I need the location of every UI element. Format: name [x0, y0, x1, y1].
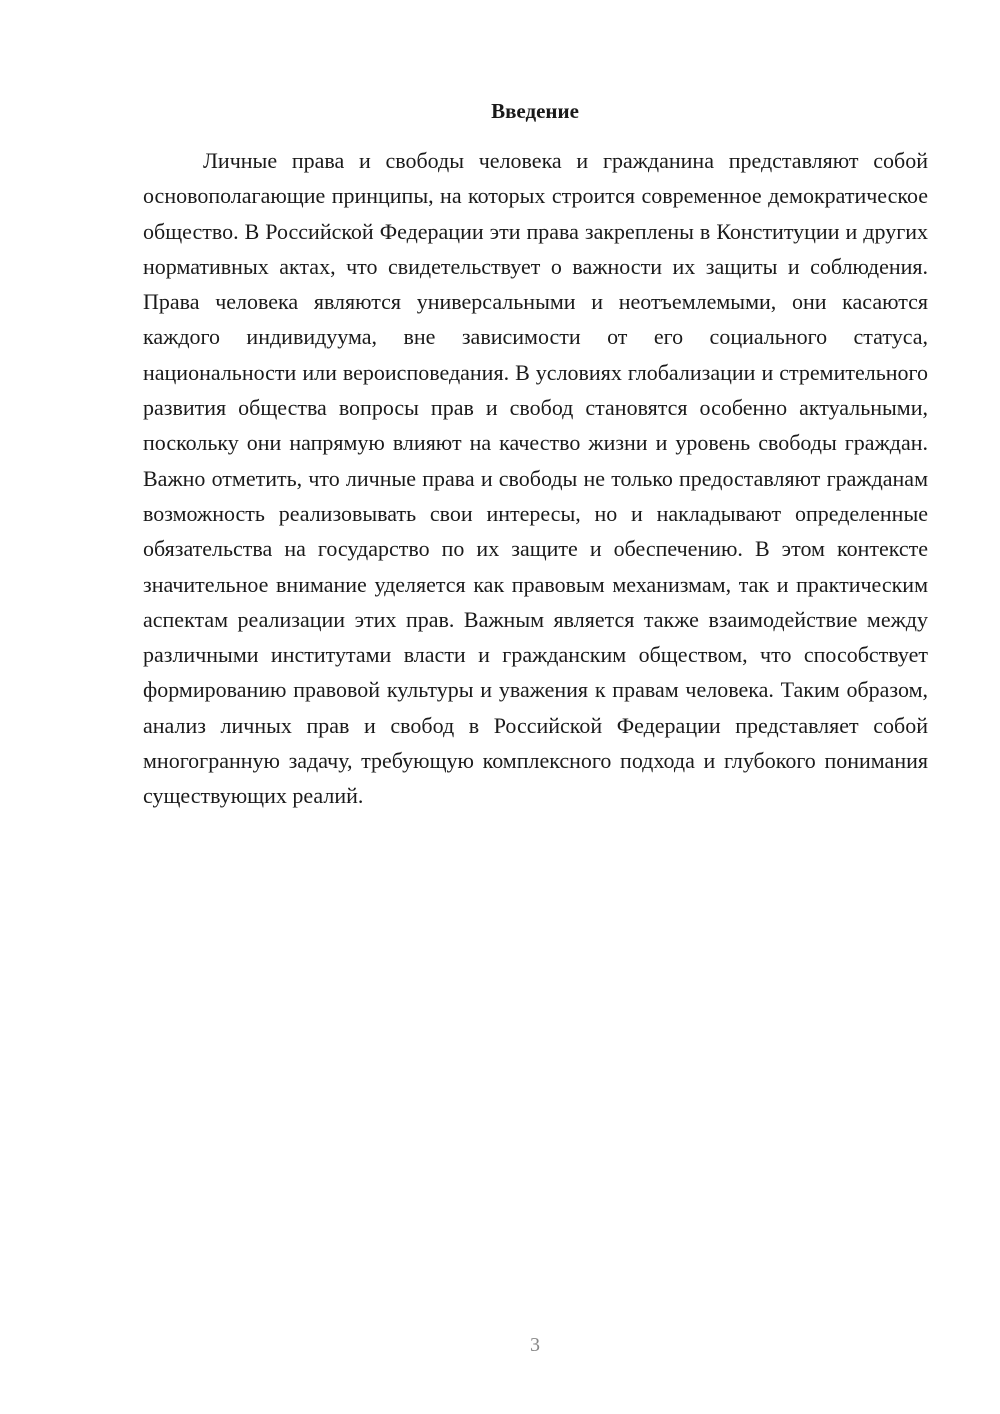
body-paragraph: Личные права и свободы человека и гражданина представляют собой основополагающие принципы, на которых строится современное демократическое общество. В Российской Федерации эти права закреплены в Конституции и других нормативных актах, что свидетельствует о важности их защиты и соблюдения. Права человека являются универсальными и неотъемлемыми, они касаются каждого индивидуума, вне зависимости от его социального статуса, национальности или вероисповедания. В условиях глобализации и стремительного развития общества вопросы прав и свобод становятся особенно актуальными, поскольку они напрямую влияют на качество жизни и уровень свободы граждан. Важно отметить, что личные права и свободы не только предоставляют гражданам возможность реализовывать свои интересы, но и накладывают определенные обязательства на государство по их защите и обеспечению. В этом контексте значительное внимание уделяется как правовым механизмам, так и практическим аспектам реализации этих прав. Важным является также взаимодействие между различными институтами власти и гражданским обществом, что способствует формированию правовой культуры и уважения к правам человека. Таким образом, анализ личных прав и свобод в Российской Федерации представляет собой многогранную задачу, требующую комплексного подхода и глубокого понимания существующих реалий.	[143, 148, 928, 809]
section-title: Введение	[491, 99, 579, 123]
page-number: 3	[530, 1334, 540, 1356]
